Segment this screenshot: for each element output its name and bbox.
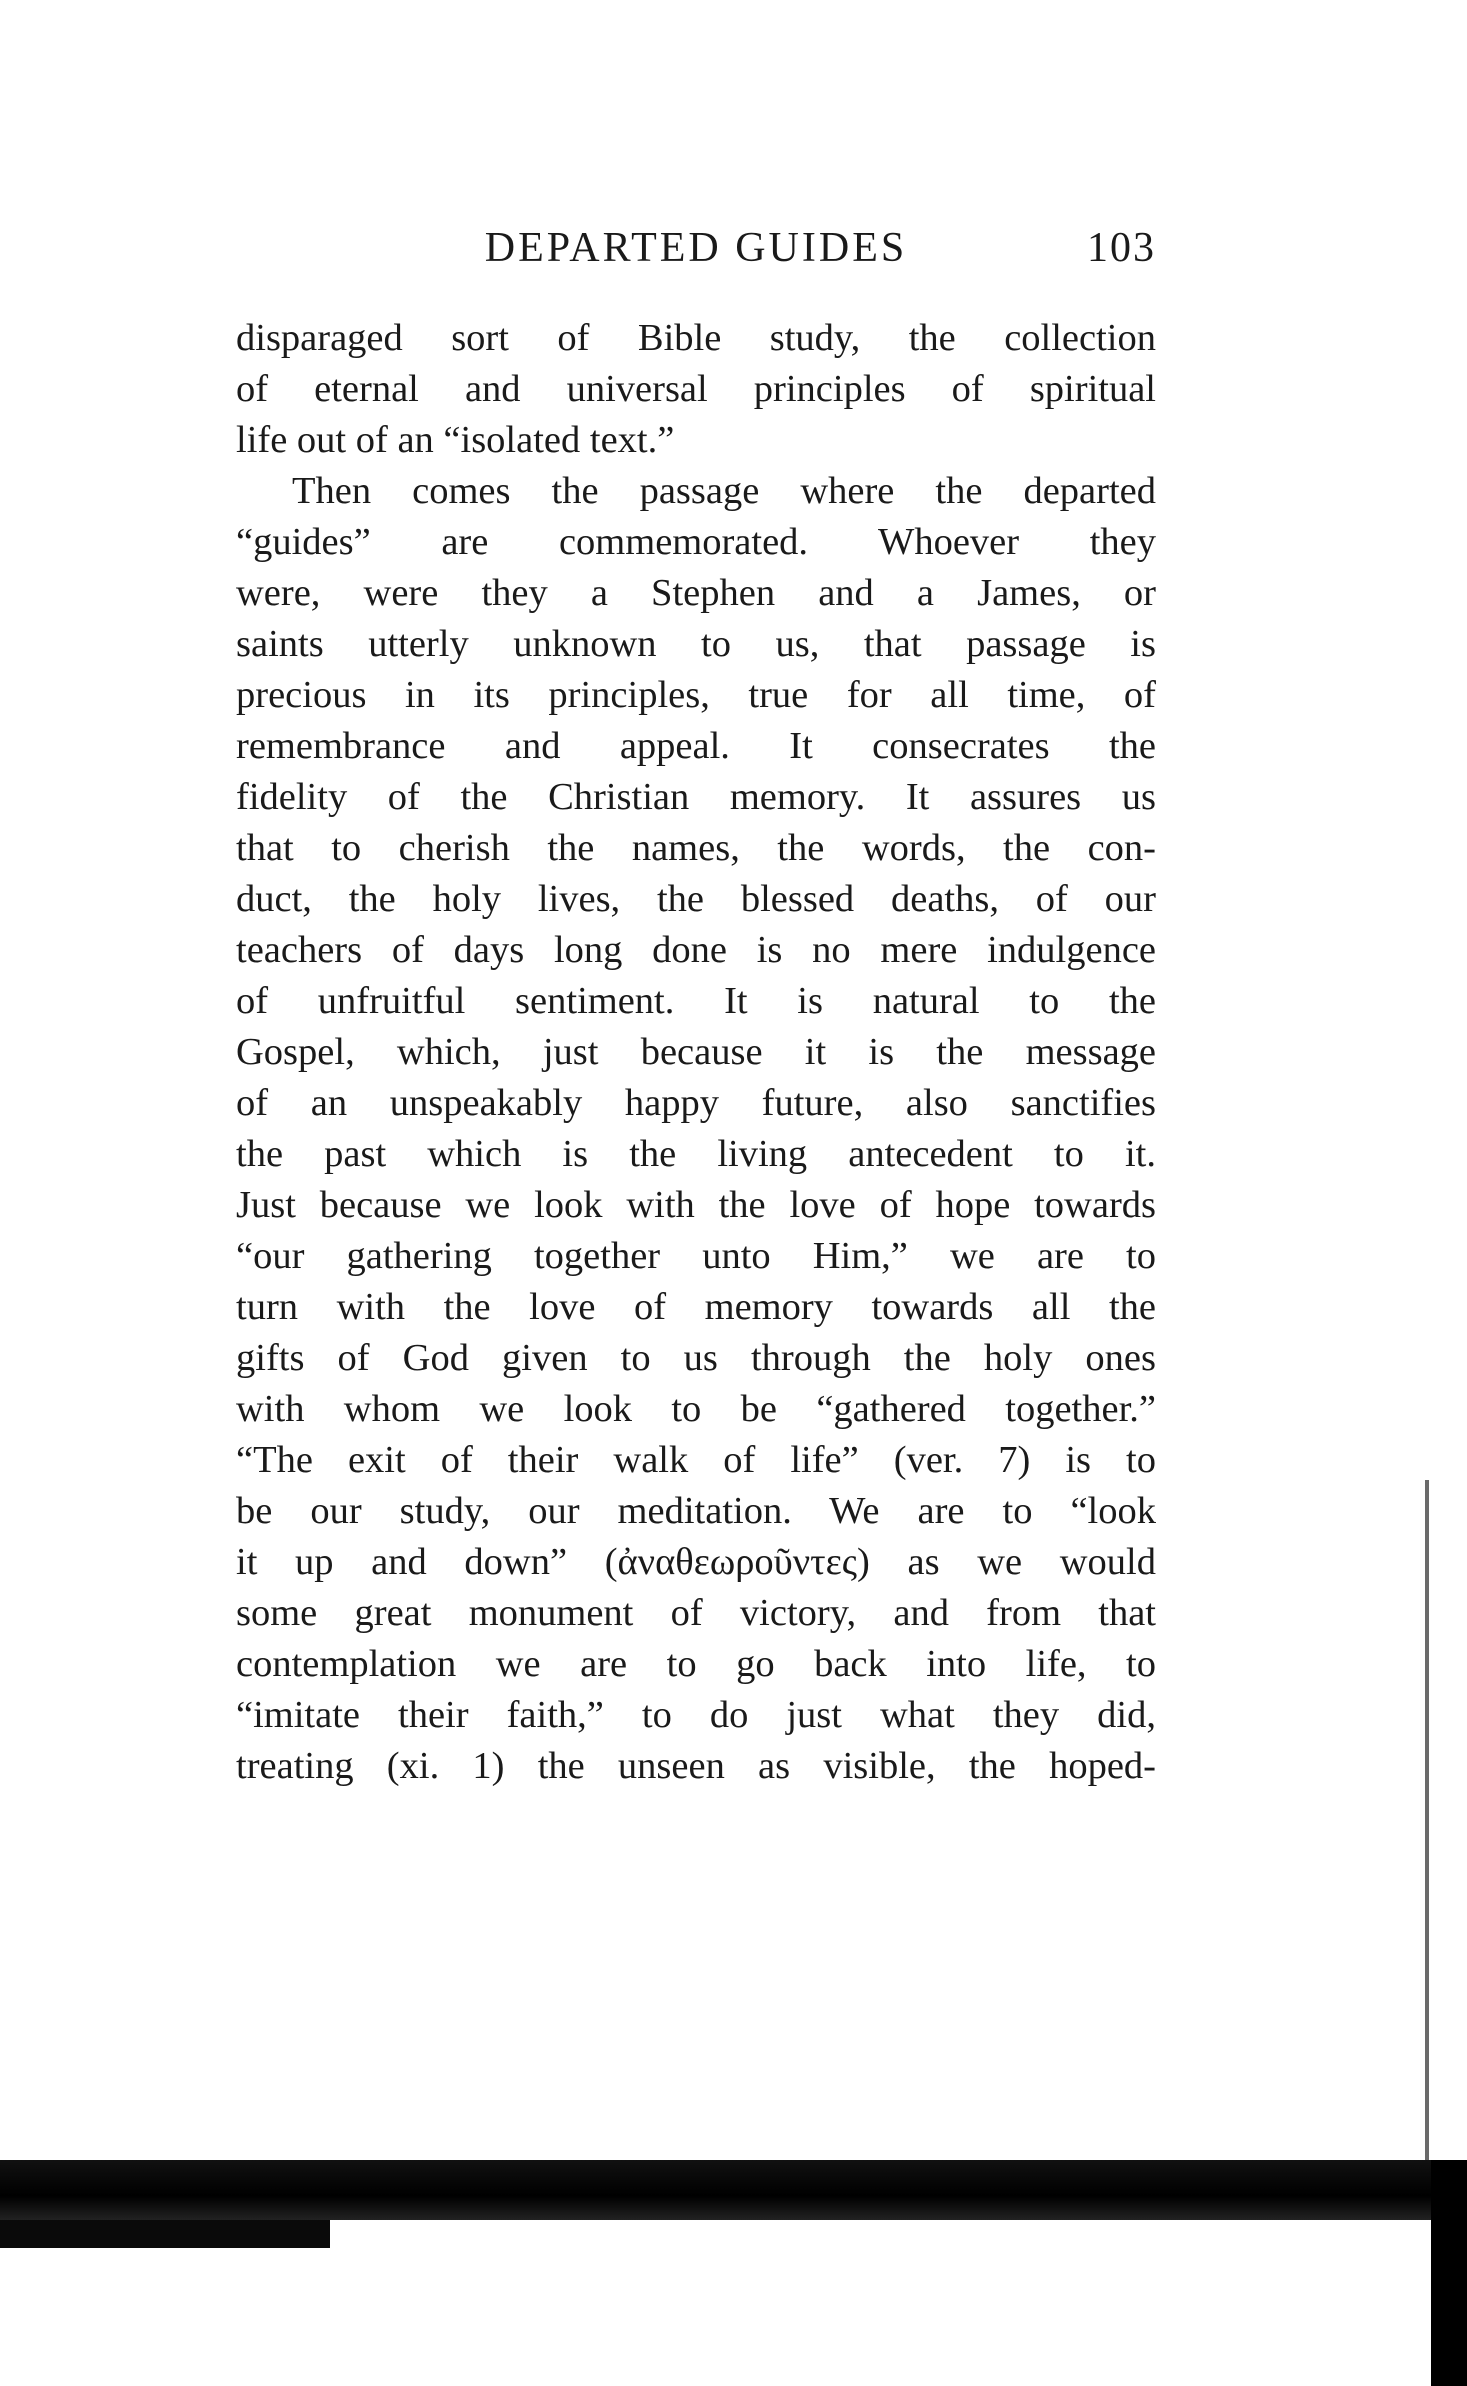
text-line: “The exit of their walk of life” (ver. 7) is to [236,1439,1156,1481]
text-line: precious in its principles, true for all time, of [236,674,1156,716]
text-line: contemplation we are to go back into life, to [236,1643,1156,1685]
body-text [236,313,1156,1792]
text-line: turn with the love of memory towards all the [236,1286,1156,1328]
scan-right-edge [1431,2160,1467,2386]
scan-edge-line [1425,1480,1429,2180]
text-line: that to cherish the names, the words, the con- [236,827,1156,869]
text-line: treating (xi. 1) the unseen as visible, the hoped- [236,1745,1156,1787]
text-line: the past which is the living antecedent to it. [236,1133,1156,1175]
text-line: with whom we look to be “gathered together.” [236,1388,1156,1430]
text-line: of an unspeakably happy future, also sanctifies [236,1082,1156,1124]
text-line: of unfruitful sentiment. It is natural to the [236,980,1156,1022]
text-line: life out of an “isolated text.” [236,419,675,461]
scan-bottom-shadow-lower [0,2220,330,2248]
text-line: Gospel, which, just because it is the message [236,1031,1156,1073]
text-line: of eternal and universal principles of spiritual [236,368,1156,410]
text-line: disparaged sort of Bible study, the collection [236,317,1156,359]
text-line: teachers of days long done is no mere indulgence [236,929,1156,971]
running-title: DEPARTED GUIDES [484,225,908,271]
text-line: fidelity of the Christian memory. It assures us [236,776,1156,818]
text-line: saints utterly unknown to us, that passage is [236,623,1156,665]
text-line: “guides” are commemorated. Whoever they [236,521,1156,563]
page-number: 103 [1087,225,1156,271]
text-line: be our study, our meditation. We are to “look [236,1490,1156,1532]
text-line: duct, the holy lives, the blessed deaths, of our [236,878,1156,920]
text-line: remembrance and appeal. It consecrates the [236,725,1156,767]
text-line: were, were they a Stephen and a James, or [236,572,1156,614]
text-line: Just because we look with the love of hope towards [236,1184,1156,1226]
running-head [236,218,1156,278]
text-line: some great monument of victory, and from that [236,1592,1156,1634]
text-line: “imitate their faith,” to do just what they did, [236,1694,1156,1736]
text-line: Then comes the passage where the departed [292,470,1156,512]
text-line: “our gathering together unto Him,” we are to [236,1235,1156,1277]
text-line: it up and down” (ἀναθεωροῦντες) as we would [236,1541,1156,1583]
scan-bottom-shadow [0,2160,1467,2220]
text-line: gifts of God given to us through the holy ones [236,1337,1156,1379]
